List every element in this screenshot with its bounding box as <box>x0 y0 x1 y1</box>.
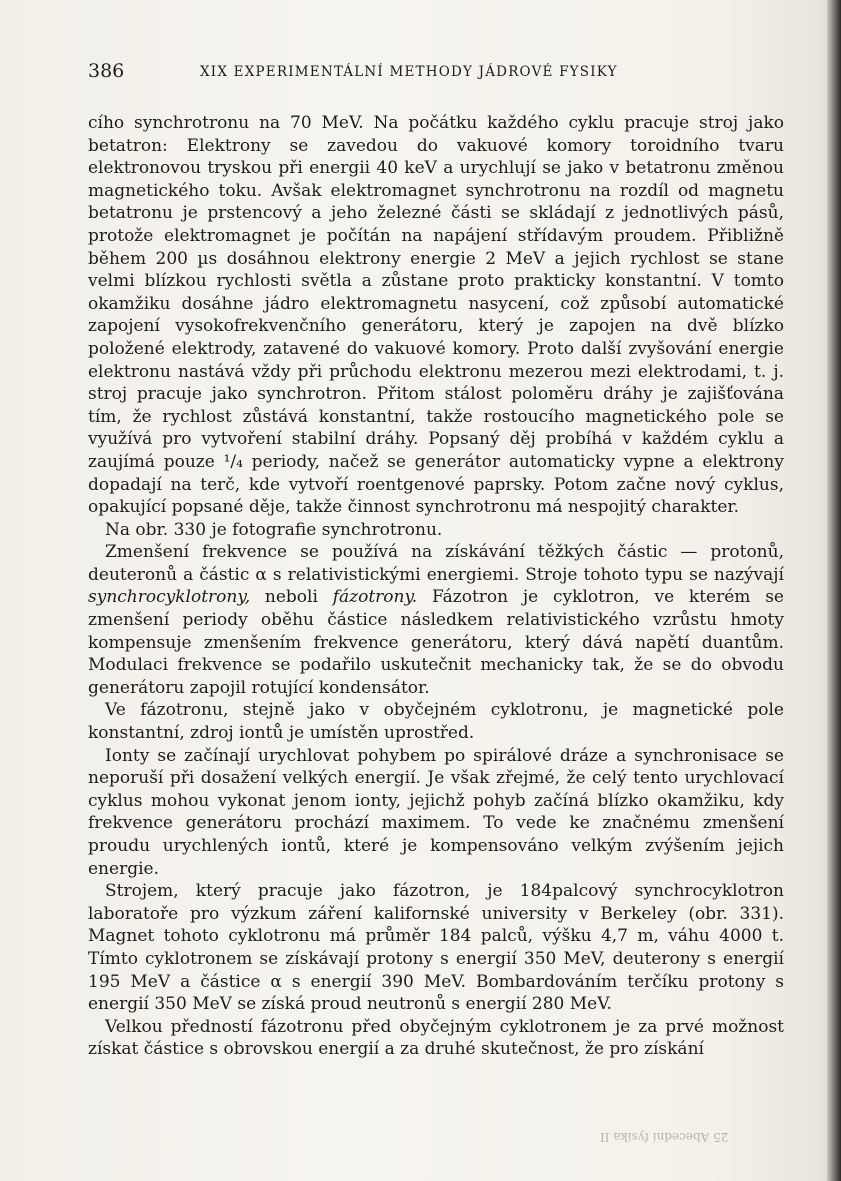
running-title: XIX EXPERIMENTÁLNÍ METHODY JÁDROVÉ FYSIKY <box>200 64 618 80</box>
book-spine-shadow <box>827 0 841 1181</box>
paragraph-advantages: Velkou předností fázotronu před obyčejným cyklotronem je za prvé možnost získat částice s obrovskou energií a za druhé skutečnost, že pro získání <box>88 1016 784 1060</box>
paragraph-synchrotron-cycle: cího synchrotronu na 70 MeV. Na počátku každého cyklu pracuje stroj jako betatron: Elektrony se zavedou do vakuové komory toroidního tvaru elektronovou tryskou při energii 40 keV a urychlují se jako v betatronu změnou magnetického toku. Avšak elektromagnet synchrotronu na rozdíl od magnetu betatronu je prstencový a jeho železné části se skládají z jednotlivých pásů, protože elektromagnet je počítán na napájení střídavým proudem. Přibližně během 200 µs dosáhnou elektrony energie 2 MeV a jejich rychlost se stane velmi blízkou rychlosti světla a zůstane proto prakticky konstantní. V tomto okamžiku dosáhne jádro elektromagnetu nasycení, což způsobí automatické zapojení vysokofrekvenčního generátoru, který je zapojen na dvě blízko položené elektrody, zatavené do vakuové komory. Proto další zvyšování energie elektronu nastává vždy při průchodu elektronu mezerou mezi elektrodami, t. j. stroj pracuje jako synchrotron. Přitom stálost poloměru dráhy je zajišťována tím, že rychlost zůstává konstantní, takže rostoucího magnetického pole se využívá pro vytvoření stabilní dráhy. Popsaný děj probíhá v každém cyklu a zaujímá pouze ¹/₄ periody, načež se generátor automaticky vypne a elektrony dopadají na terč, kde vytvoří roentgenové paprsky. Potom začne nový cyklus, opakující popsané děje, takže činnost synchrotronu má nespojitý charakter. <box>88 113 784 518</box>
paragraph-figure-330: Na obr. 330 je fotografie synchrotronu. <box>105 519 443 540</box>
paragraph-ion-acceleration: Ionty se začínají urychlovat pohybem po spirálové dráze a synchronisace se neporuší při dosažení velkých energií. Je však zřejmé, že celý tento urychlovací cyklus mohou vykonat jenom ionty, jejichž pohyb začíná blízko okamžiku, kdy frekvence generátoru prochází maximem. To vede ke značnému zmenšení proudu urychlených iontů, které je kompensováno velkým zvýšením jejich energie. <box>88 745 784 879</box>
page-number: 386 <box>88 60 125 82</box>
term-synchrocyclotrons: synchrocyklotrony, <box>88 587 251 608</box>
text-run: neboli <box>250 587 333 608</box>
text-run: Fázotron je cyklotron, ve kterém se zmenšení periody oběhu částice následkem relativistického vzrůstu hmoty kompensuje zmenšením frekvence generátoru, který dává napětí duantům. Modulaci frekvence se podařilo uskutečnit mechanicky tak, že se do obvodu generátoru zapojil rotující kondensátor. <box>88 587 784 698</box>
paragraph-frequency-reduction <box>88 541 784 699</box>
body-text <box>88 112 784 1061</box>
bleed-through-text: 25 Abecední fysika II <box>600 1130 729 1144</box>
text-run: Zmenšení frekvence se používá na získávání těžkých částic — protonů, deuteronů a částic α s relativistickými energiemi. Stroje tohoto typu se nazývají <box>88 542 784 585</box>
paragraph-berkeley-machine: Strojem, který pracuje jako fázotron, je 184palcový synchrocyklotron laboratoře pro výzkum záření kalifornské university v Berkeley (obr. 331). Magnet tohoto cyklotronu má průměr 184 palců, výšku 4,7 m, váhu 4000 t. Tímto cyklotronem se získávají protony s energií 350 MeV, deuterony s energií 195 MeV a částice α s energií 390 MeV. Bombardováním terčíku protony s energií 350 MeV se získá proud neutronů s energií 280 MeV. <box>88 881 784 1015</box>
term-phasotrons: fázotrony. <box>332 587 418 608</box>
paragraph-magnetic-field: Ve fázotronu, stejně jako v obyčejném cyklotronu, je magnetické pole konstantní, zdroj iontů je umístěn uprostřed. <box>88 700 784 744</box>
